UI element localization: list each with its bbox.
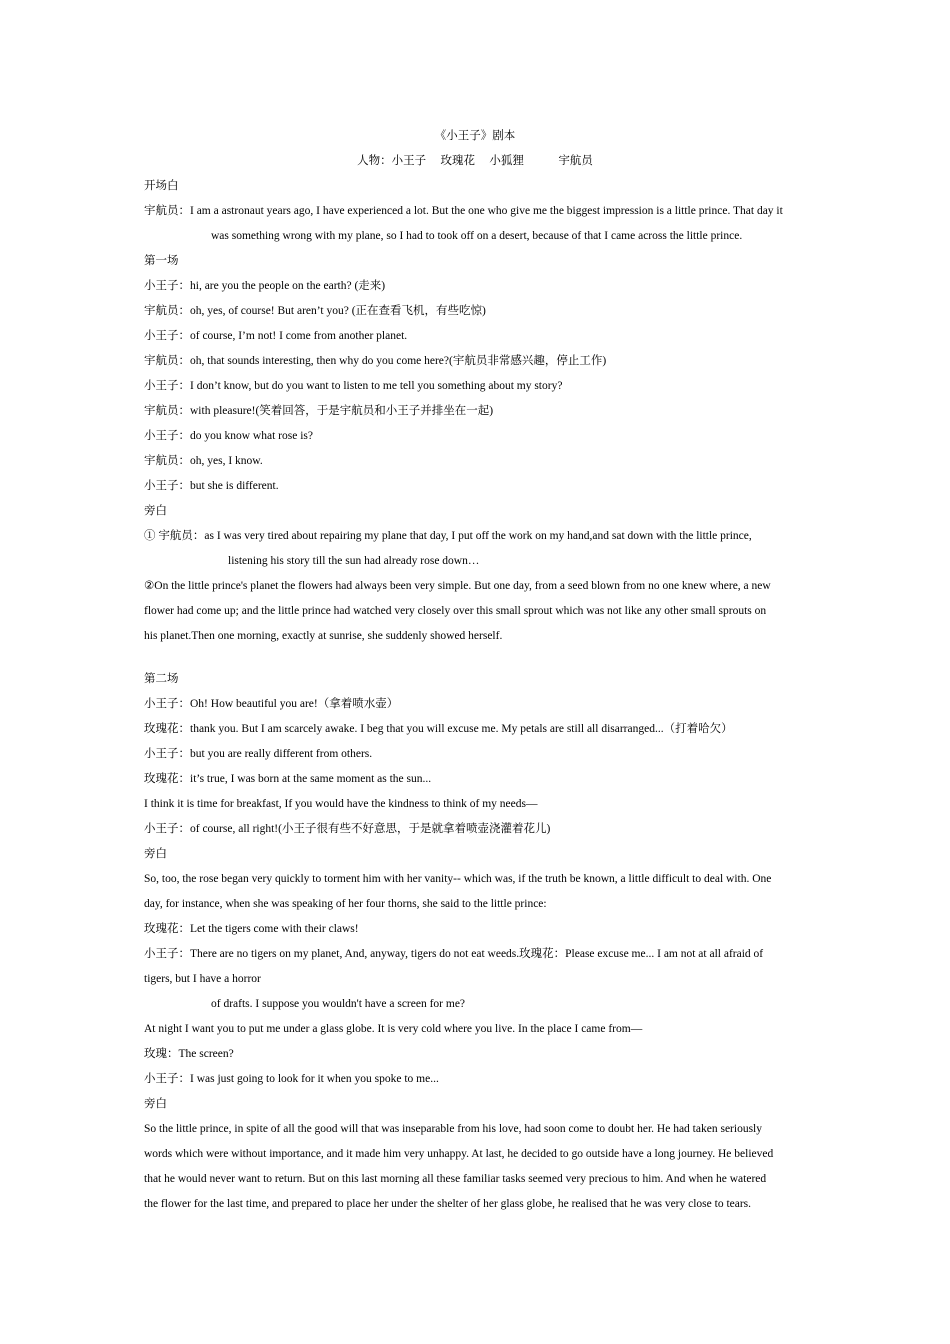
narration-heading: 旁白: [144, 1098, 167, 1110]
narration-line: ②On the little prince's planet the flowers had always been very simple. But one day, from a seed blown from no one knew where, a new: [144, 580, 771, 592]
dialogue-line: I think it is time for breakfast, If you would have the kindness to think of my needs—: [144, 798, 538, 810]
opening-line-continued: was something wrong with my plane, so I had to took off on a desert, because of that I came across the little prince.: [211, 230, 743, 242]
dialogue-line: 小王子：hi, are you the people on the earth? (走来): [144, 280, 386, 292]
dialogue-line: 小王子：Oh! How beautiful you are!（拿着喷水壶）: [144, 698, 399, 710]
narration-line: day, for instance, when she was speaking of her four thorns, she said to the little prince:: [144, 898, 547, 910]
dialogue-line: At night I want you to put me under a glass globe. It is very cold where you live. In the place I came from—: [144, 1023, 643, 1035]
dialogue-line: 小王子：do you know what rose is?: [144, 430, 313, 442]
narration-heading: 旁白: [144, 505, 167, 517]
dialogue-line: 玫瑰：The screen?: [144, 1048, 234, 1060]
narration-line: So the little prince, in spite of all the good will that was inseparable from his love, had soon come to doubt her. He had taken seriously: [144, 1123, 762, 1135]
dialogue-line: 宇航员：oh, yes, I know.: [144, 455, 263, 467]
scene2-heading: 第二场: [144, 673, 179, 685]
narration-line: his planet.Then one morning, exactly at sunrise, she suddenly showed herself.: [144, 630, 503, 642]
dialogue-line: 小王子：but she is different.: [144, 480, 279, 492]
characters-line: 人物：小王子 玫瑰花 小狐狸 宇航员: [357, 155, 593, 167]
dialogue-line: 宇航员：oh, yes, of course! But aren’t you? (正在查看飞机，有些吃惊): [144, 305, 486, 317]
narration-line-continued: listening his story till the sun had already rose down…: [228, 555, 480, 567]
narration-line: the flower for the last time, and prepared to place her under the shelter of her glass globe, he realised that he was very close to tears.: [144, 1198, 752, 1210]
dialogue-line: 宇航员：oh, that sounds interesting, then why do you come here?(宇航员非常感兴趣，停止工作): [144, 355, 607, 367]
narration-line: So, too, the rose began very quickly to torment him with her vanity-- which was, if the truth be known, a little difficult to deal with. One: [144, 873, 772, 885]
narration-heading: 旁白: [144, 848, 167, 860]
scene1-heading: 第一场: [144, 255, 179, 267]
dialogue-line: 玫瑰花：it’s true, I was born at the same moment as the sun...: [144, 773, 432, 785]
dialogue-line: 玫瑰花：Let the tigers come with their claws!: [144, 923, 359, 935]
dialogue-line-continued: of drafts. I suppose you wouldn't have a screen for me?: [211, 998, 466, 1010]
opening-heading: 开场白: [144, 180, 179, 192]
dialogue-line: 宇航员：with pleasure!(笑着回答，于是宇航员和小王子并排坐在一起): [144, 405, 494, 417]
dialogue-line: 小王子：of course, I’m not! I come from another planet.: [144, 330, 408, 342]
dialogue-line: 小王子：of course, all right!(小王子很有些不好意思，于是就拿着喷壶浇灌着花儿): [144, 823, 551, 835]
script-title: 《小王子》剧本: [434, 130, 516, 142]
dialogue-line-continued: tigers, but I have a horror: [144, 973, 261, 985]
dialogue-line: 小王子：There are no tigers on my planet, And, anyway, tigers do not eat weeds.玫瑰花：Please excuse me... I am not at all afraid of: [144, 948, 764, 960]
narration-line: ① 宇航员：as I was very tired about repairing my plane that day, I put off the work on my hand,and sat down with the little prince,: [144, 530, 752, 542]
opening-line: 宇航员：I am a astronaut years ago, I have experienced a lot. But the one who give me the biggest impression is a little prince. That day it: [144, 205, 783, 217]
dialogue-line: 玫瑰花：thank you. But I am scarcely awake. I beg that you will excuse me. My petals are still all disarranged...（打着哈欠）: [144, 723, 733, 735]
dialogue-line: 小王子：I was just going to look for it when you spoke to me...: [144, 1073, 439, 1085]
narration-line: flower had come up; and the little prince had watched very closely over this small sprout which was not like any other small sprouts on: [144, 605, 767, 617]
narration-line: that he would never want to return. But on this last morning all these familiar tasks seemed very precious to him. And when he watered: [144, 1173, 767, 1185]
dialogue-line: 小王子：I don’t know, but do you want to listen to me tell you something about my story?: [144, 380, 563, 392]
dialogue-line: 小王子：but you are really different from others.: [144, 748, 373, 760]
narration-line: words which were without importance, and it made him very unhappy. At last, he decided to go outside have a long journey. He believed: [144, 1148, 774, 1160]
